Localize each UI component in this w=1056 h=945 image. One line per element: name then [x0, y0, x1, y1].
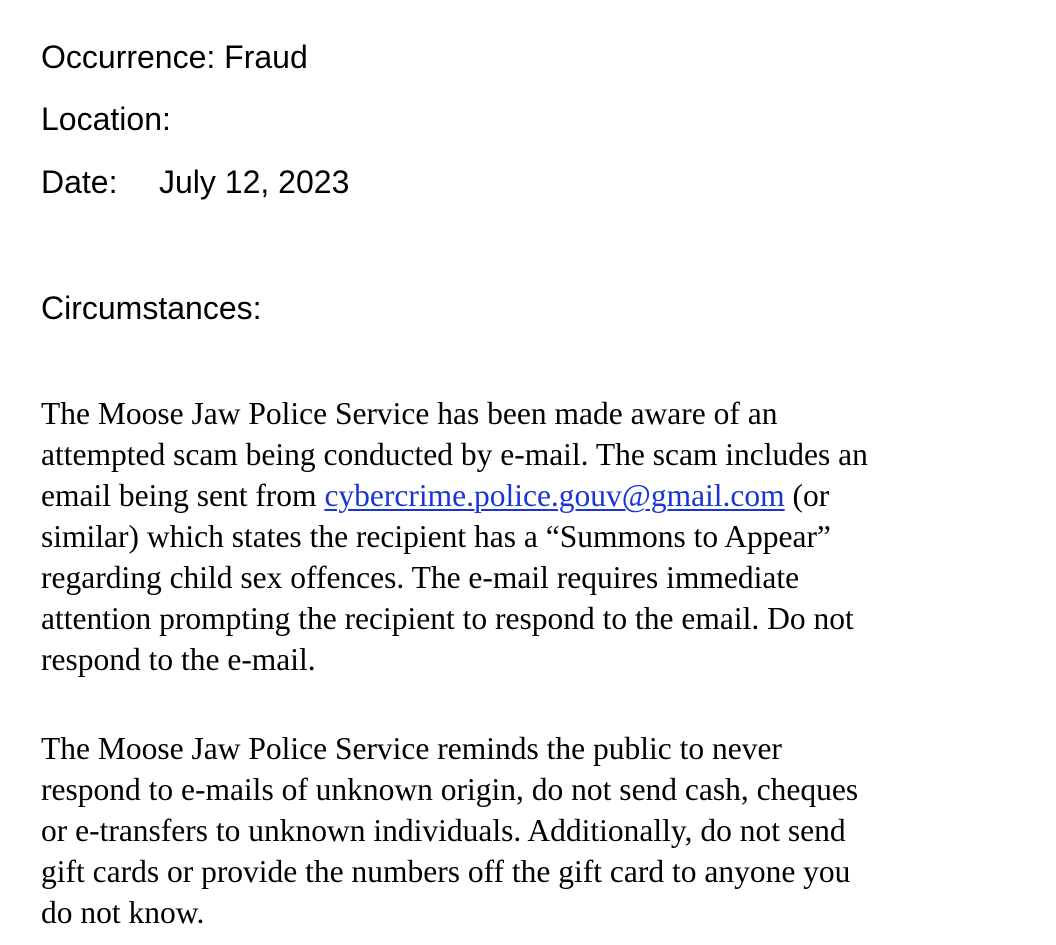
paragraph1-line: attempted scam being conducted by e-mail. The scam includes an	[41, 437, 868, 472]
paragraph1-text: (or	[784, 478, 830, 513]
paragraph2-line: do not know.	[41, 895, 205, 930]
paragraph1-line: respond to the e-mail.	[41, 642, 316, 677]
paragraph1-line: The Moose Jaw Police Service has been made aware of an	[41, 396, 778, 431]
paragraph2-line: or e-transfers to unknown individuals. Additionally, do not send	[41, 813, 846, 848]
paragraph-public-reminder	[41, 728, 1031, 933]
date-line	[41, 162, 349, 202]
paragraph1-line: attention prompting the recipient to respond to the email. Do not	[41, 601, 854, 636]
paragraph1-line-with-link	[41, 475, 1031, 516]
occurrence-value: Fraud	[224, 39, 308, 75]
circumstances-label: Circumstances:	[41, 290, 262, 326]
paragraph2-line: gift cards or provide the numbers off the gift card to anyone you	[41, 854, 851, 889]
paragraph2-line: The Moose Jaw Police Service reminds the public to never	[41, 731, 782, 766]
circumstances-heading	[41, 288, 262, 328]
location-line	[41, 99, 171, 139]
paragraph-scam-notice	[41, 393, 1031, 680]
occurrence-label: Occurrence:	[41, 39, 216, 75]
location-label: Location:	[41, 101, 171, 137]
paragraph1-text: email being sent from	[41, 478, 325, 513]
occurrence-line	[41, 37, 308, 77]
paragraph1-line: regarding child sex offences. The e-mail requires immediate	[41, 560, 800, 595]
paragraph1-line: similar) which states the recipient has a “Summons to Appear”	[41, 519, 831, 554]
date-value: July 12, 2023	[159, 164, 350, 200]
scam-email-link[interactable]: cybercrime.police.gouv@gmail.com	[324, 478, 785, 513]
date-label: Date:	[41, 164, 118, 200]
paragraph2-line: respond to e-mails of unknown origin, do not send cash, cheques	[41, 772, 859, 807]
